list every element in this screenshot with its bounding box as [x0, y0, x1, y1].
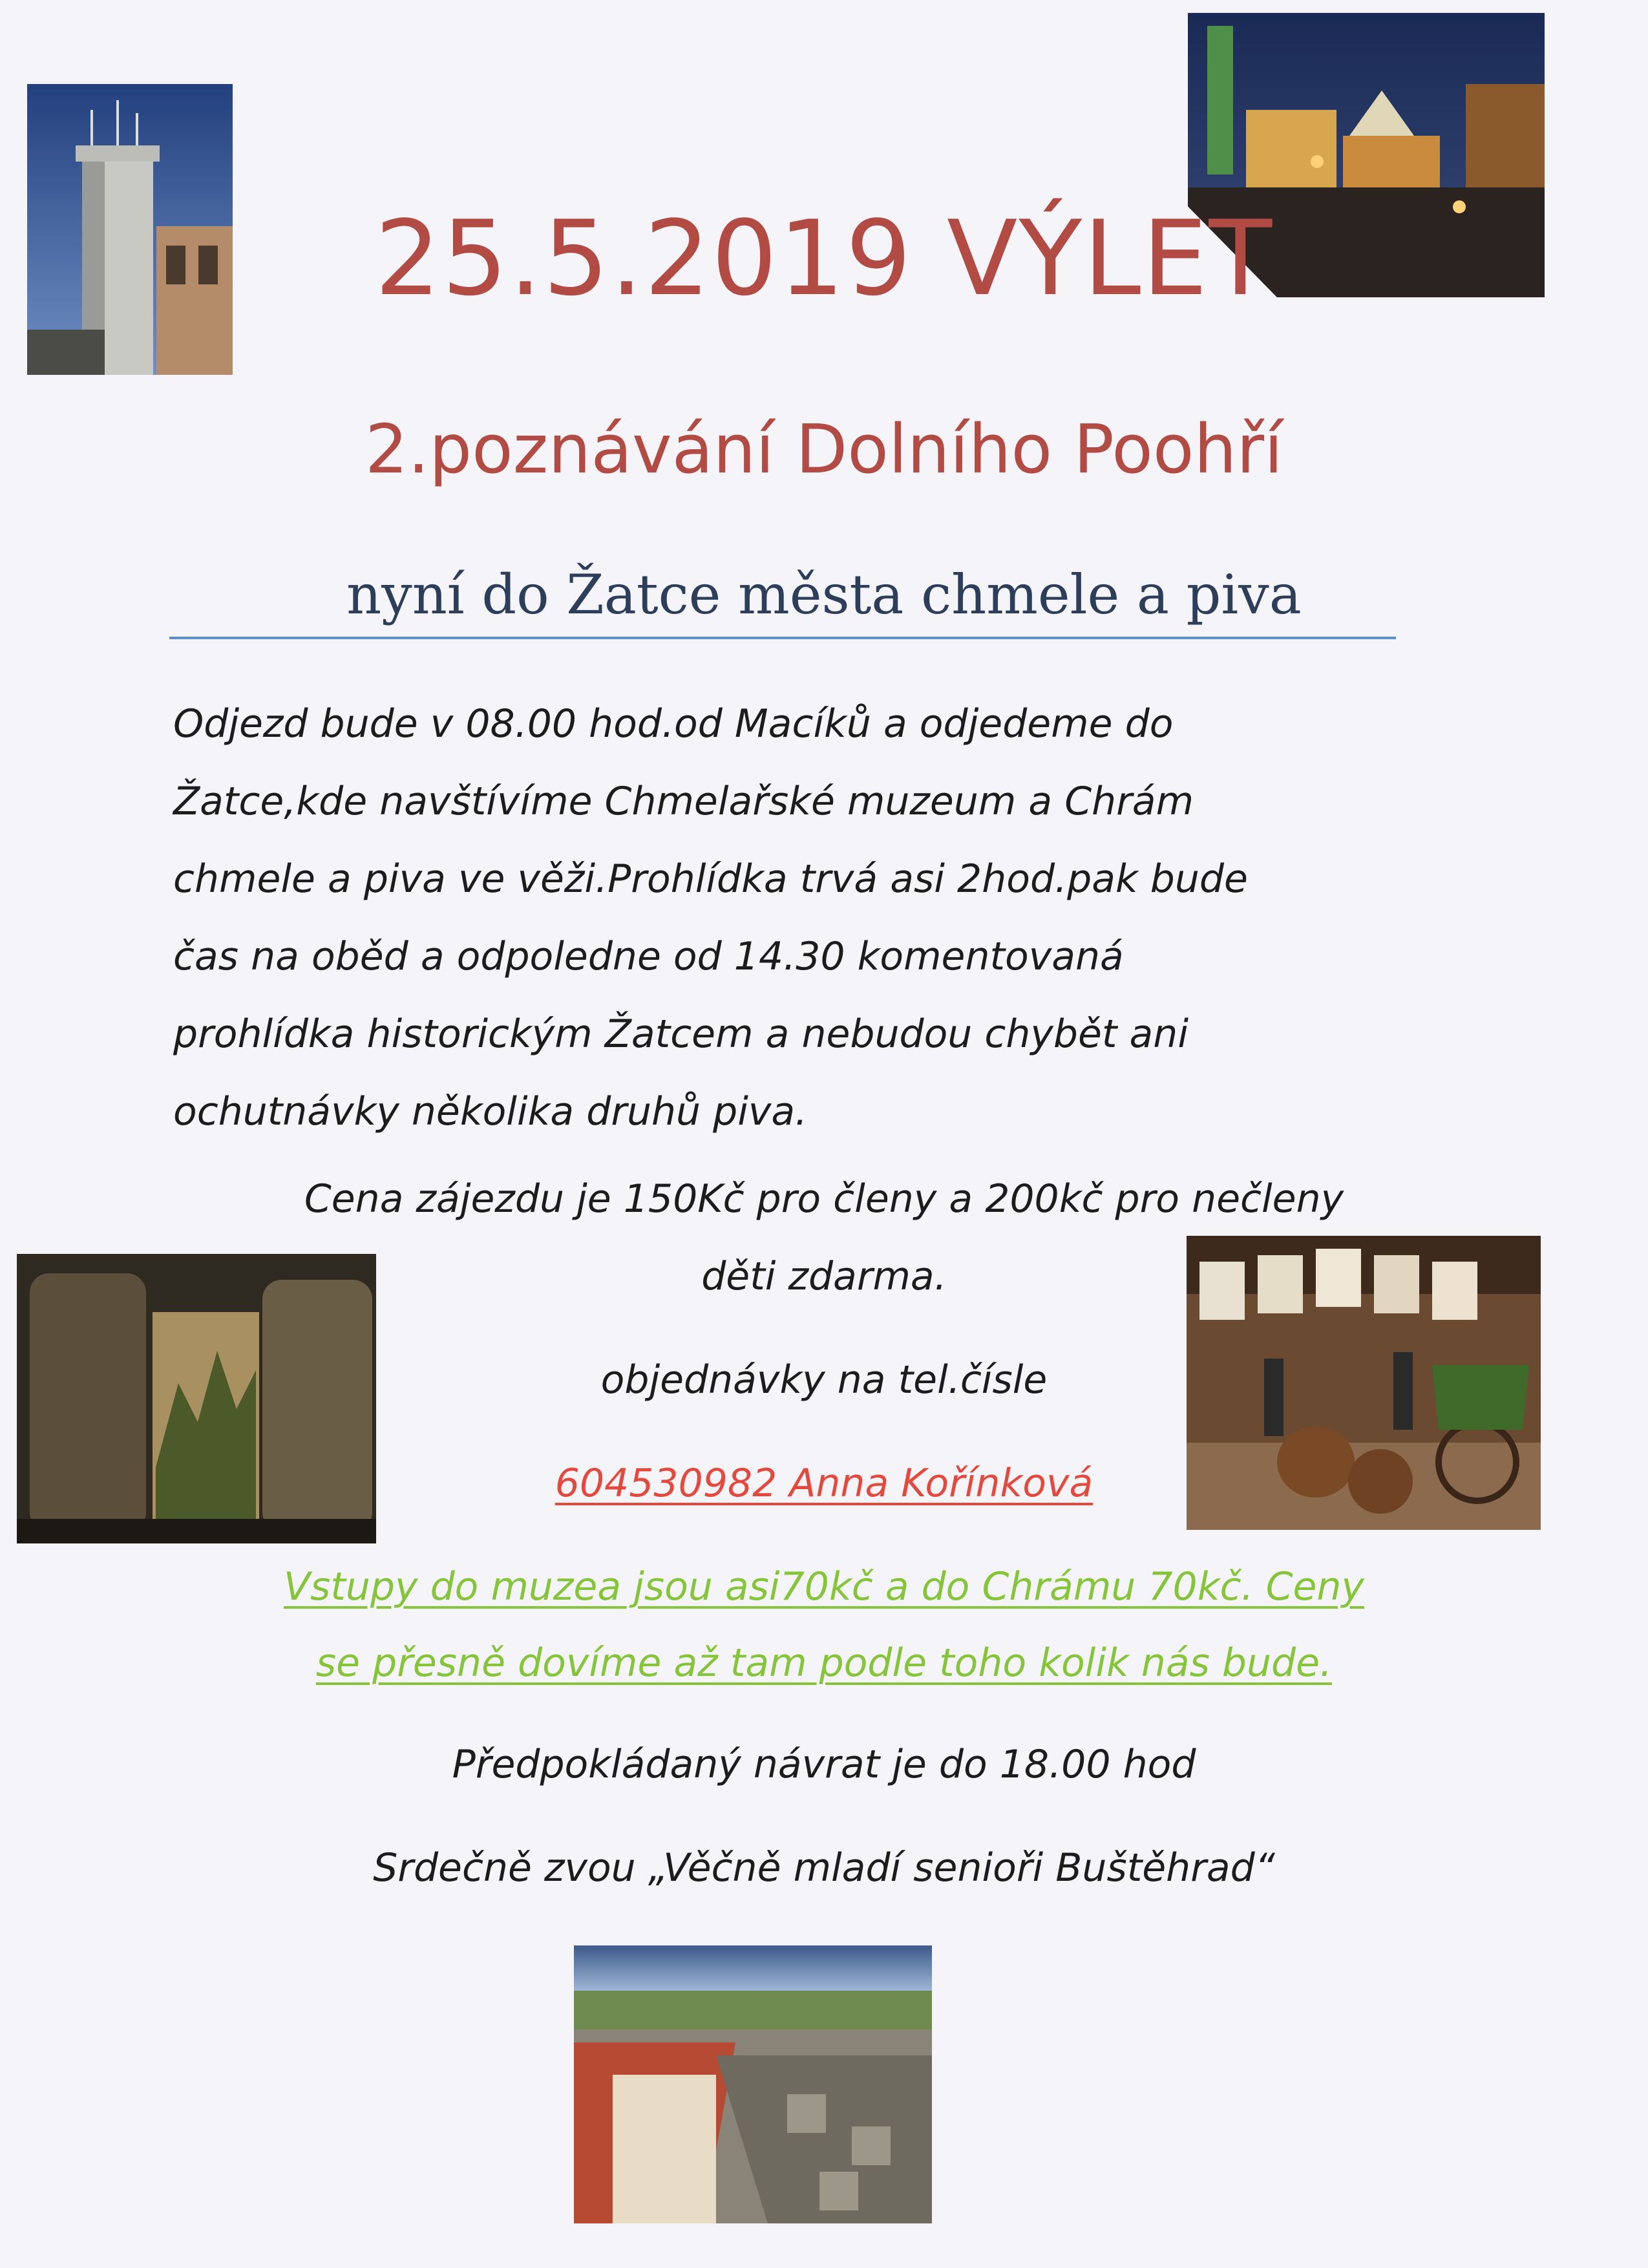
- contact-phone-link[interactable]: 604530982 Anna Kořínková: [555, 1461, 1093, 1506]
- return-line: Předpokládaný návrat je do 18.00 hod: [452, 1742, 1196, 1787]
- museum-hall-photo: [1187, 1236, 1541, 1530]
- entry-info-line-1: Vstupy do muzea jsou asi70kč a do Chrámu 70kč. Ceny: [284, 1564, 1364, 1609]
- hop-sacks-photo: [17, 1254, 376, 1543]
- page-title: 25.5.2019 VÝLET: [374, 198, 1274, 319]
- divider-line: [169, 637, 1396, 639]
- children-line: děti zdarma.: [701, 1254, 947, 1299]
- trip-tagline: nyní do Žatce města chmele a piva: [346, 563, 1302, 626]
- trip-subtitle: 2.poznávání Dolního Poohří: [364, 410, 1284, 489]
- trip-description: Odjezd bude v 08.00 hod.od Macíků a odjedeme do Žatce,kde navštívíme Chmelařské muzeum a Chrám chmele a piva ve věži.Prohlídka trvá asi 2hod.pak bude čas na oběd a odpoledne od 14.30 komentovaná prohlídka historickým Žatcem a nebudou chybět ani ochutnávky několika druhů piva.: [173, 701, 1248, 1134]
- invitation-line: Srdečně zvou „Věčně mladí senioři Buštěhrad“: [373, 1845, 1275, 1891]
- orders-line: objednávky na tel.čísle: [600, 1357, 1048, 1403]
- entry-info-line-2: se přesně dovíme až tam podle toho kolik nás bude.: [315, 1640, 1333, 1686]
- price-line: Cena zájezdu je 150Kč pro členy a 200kč pro nečleny: [304, 1176, 1344, 1222]
- town-square-photo: [574, 1945, 932, 2223]
